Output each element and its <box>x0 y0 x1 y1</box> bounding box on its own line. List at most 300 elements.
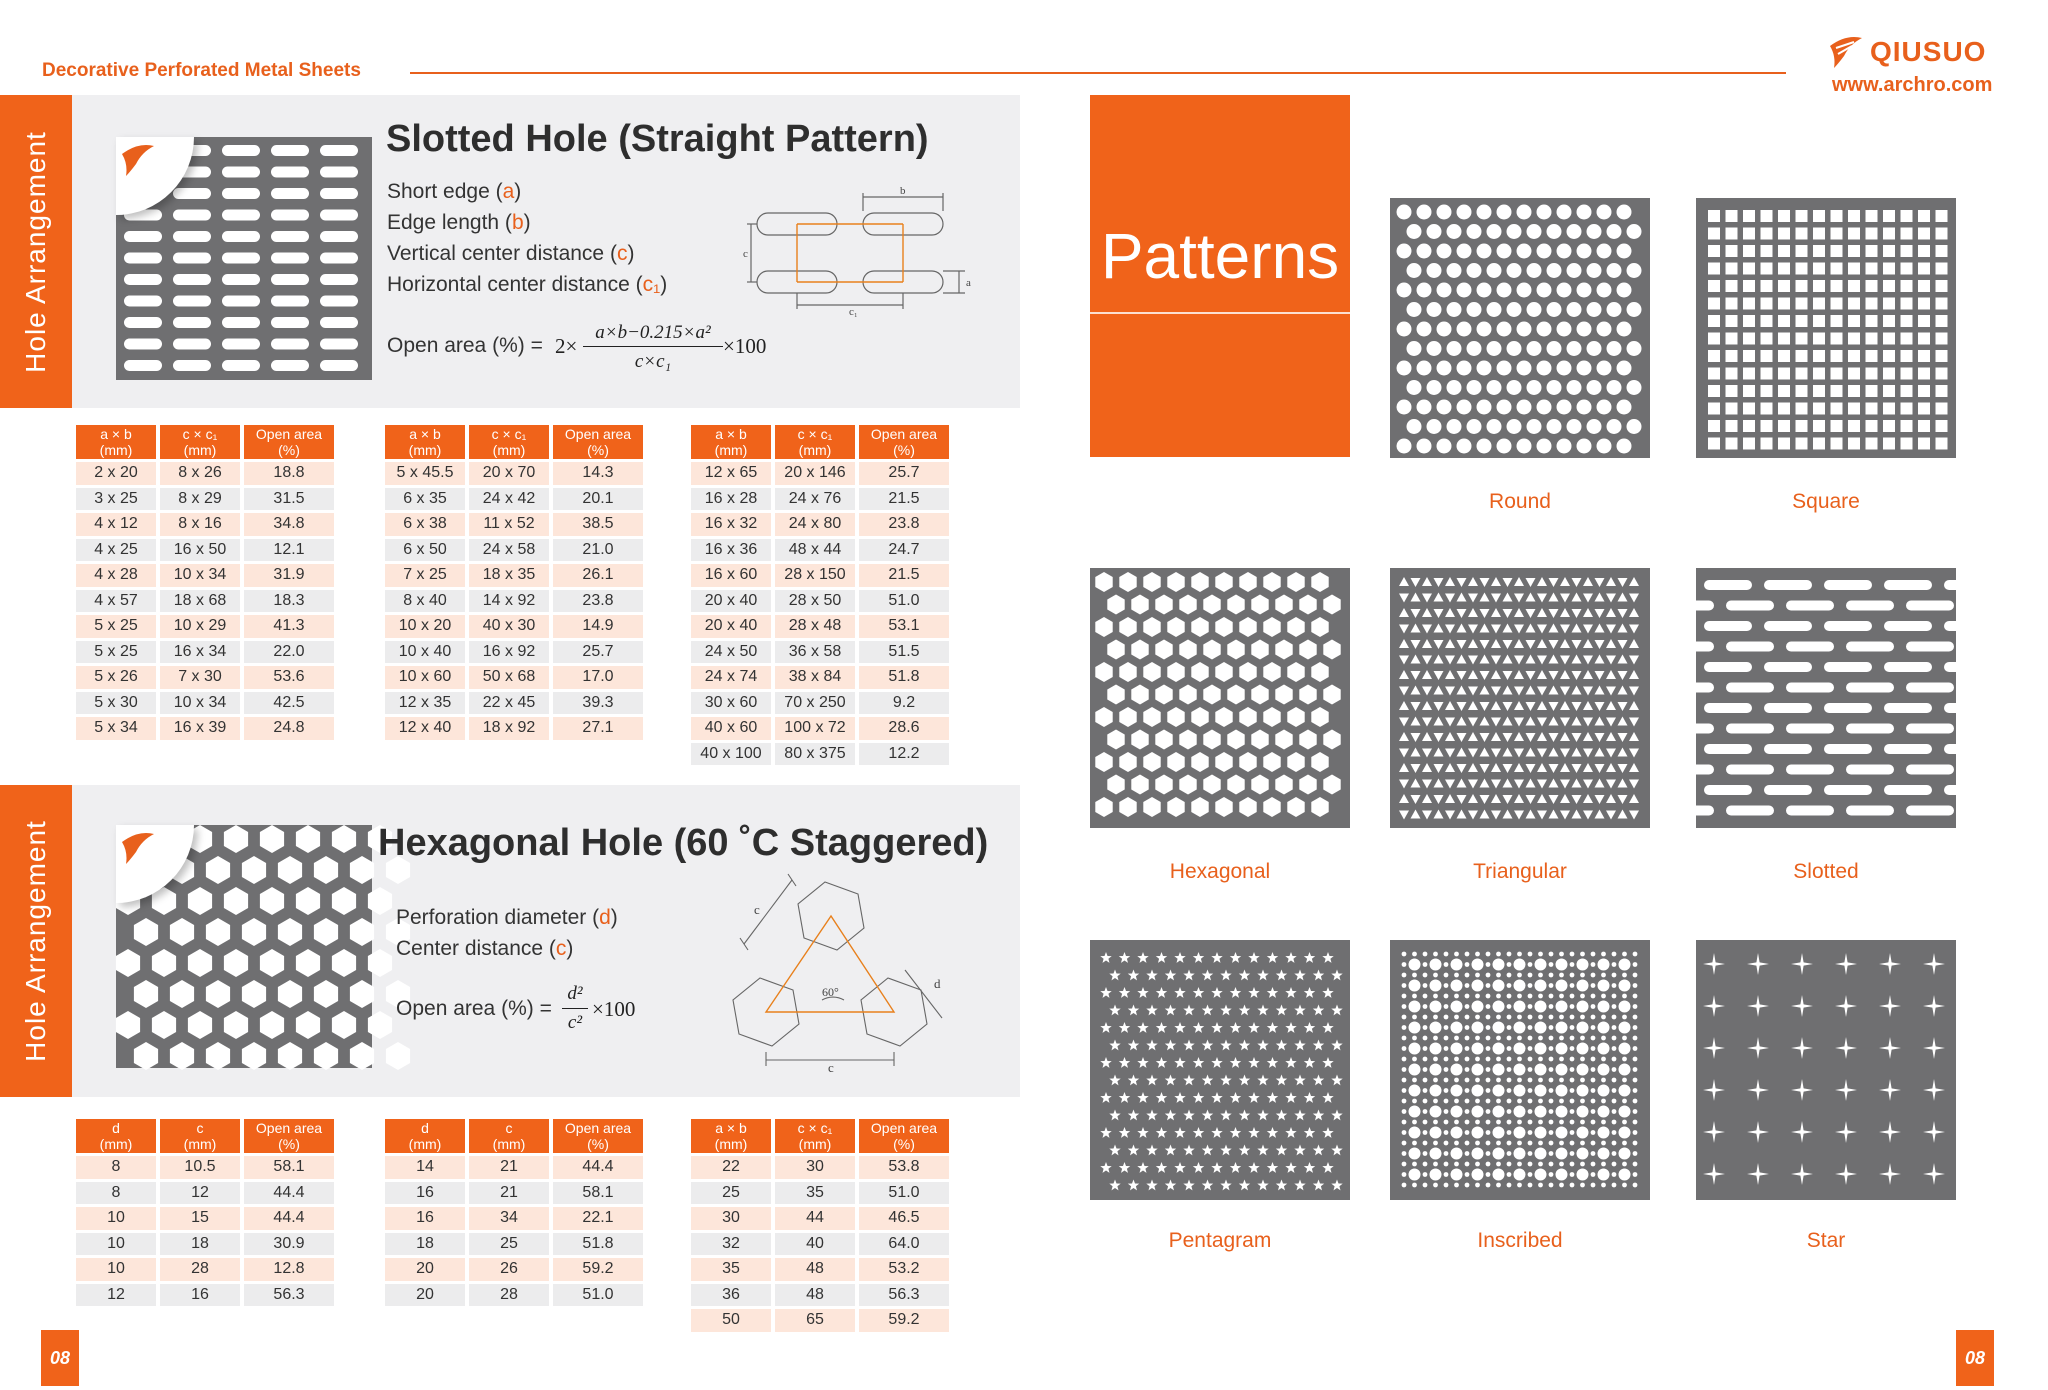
perforation-hole <box>1824 744 1872 754</box>
perforation-hole <box>1434 671 1444 680</box>
perforation-hole <box>1263 662 1280 682</box>
perforation-hole <box>1526 764 1536 773</box>
perforation-hole <box>1918 228 1930 240</box>
perforation-hole <box>1617 400 1632 415</box>
table-cell: 21 <box>469 1156 549 1179</box>
perforation-hole <box>1399 749 1409 758</box>
perforation-hole <box>1918 403 1930 415</box>
perforation-hole <box>1497 361 1512 376</box>
perforation-hole <box>1165 1180 1176 1191</box>
perforation-hole <box>1577 361 1592 376</box>
perforation-hole <box>1267 987 1278 998</box>
perforation-hole <box>1422 656 1432 665</box>
perforation-hole <box>1211 1057 1222 1068</box>
perforation-hole <box>1514 608 1524 617</box>
perforation-hole <box>1726 724 1774 734</box>
perforation-hole <box>1475 1015 1480 1020</box>
table-cell: 36 <box>691 1284 771 1307</box>
table-cell: 14.9 <box>553 615 643 638</box>
perforation-hole <box>1901 228 1913 240</box>
perforation-hole <box>1417 400 1432 415</box>
perforation-hole <box>1445 687 1455 696</box>
table-cell: 15 <box>160 1207 240 1230</box>
perforation-hole <box>1514 811 1524 820</box>
perforation-hole <box>1433 952 1438 957</box>
perforation-hole <box>1514 625 1524 634</box>
perforation-hole <box>1936 315 1948 327</box>
perforation-hole <box>1472 1085 1484 1097</box>
perforation-hole <box>1598 1022 1610 1034</box>
perforation-hole <box>1437 361 1452 376</box>
perforation-hole <box>1434 593 1444 602</box>
perforation-hole <box>1100 1057 1111 1068</box>
perforation-hole <box>1883 333 1895 345</box>
perforation-hole <box>1796 385 1808 397</box>
perforation-hole <box>1583 639 1593 648</box>
perforation-hole <box>1612 1067 1617 1072</box>
perforation-hole <box>1580 1162 1585 1167</box>
table-cell: 48 x 44 <box>775 539 855 562</box>
table-cell: 2 x 20 <box>76 462 156 485</box>
perforation-hole <box>1411 671 1421 680</box>
perforation-hole <box>1451 1106 1463 1118</box>
perforation-hole <box>1275 730 1292 750</box>
perforation-hole <box>1538 1183 1543 1188</box>
perforation-hole <box>1786 765 1834 775</box>
perforation-hole <box>1507 1172 1512 1177</box>
perforation-hole <box>1796 228 1808 240</box>
table-cell: 24 x 42 <box>469 488 549 511</box>
perforation-hole <box>1606 794 1616 803</box>
perforation-hole <box>1831 350 1843 362</box>
table-row <box>76 462 334 485</box>
perforation-hole <box>1239 1075 1250 1086</box>
perforation-hole <box>260 1011 284 1039</box>
perforation-hole <box>173 210 211 221</box>
table-row <box>76 590 334 613</box>
perforation-hole <box>1437 205 1452 220</box>
perforation-hole <box>1263 797 1280 817</box>
table-row <box>385 462 643 485</box>
perforation-hole <box>1567 341 1582 356</box>
table-cell: 16 x 32 <box>691 513 771 536</box>
perforation-hole <box>1174 952 1185 963</box>
perforation-hole <box>1191 572 1208 592</box>
perforation-hole <box>1503 578 1513 587</box>
diagram-label-a: a <box>966 277 971 289</box>
perforation-hole <box>1560 780 1570 789</box>
perforation-hole <box>1557 439 1572 454</box>
perforation-hole <box>1433 1183 1438 1188</box>
perforation-hole <box>1409 959 1421 971</box>
perforation-hole <box>1619 1127 1631 1139</box>
perforation-hole <box>1267 1127 1278 1138</box>
table-cell: 50 x 68 <box>469 666 549 689</box>
perforation-hole <box>260 949 284 977</box>
perforation-hole <box>124 253 162 264</box>
perforation-hole <box>1514 701 1524 710</box>
perforation-hole <box>1627 419 1642 434</box>
perforation-hole <box>1411 578 1421 587</box>
perforation-hole <box>222 167 260 178</box>
perforation-hole <box>1220 1075 1231 1086</box>
table-cell: 22 x 45 <box>469 692 549 715</box>
perforation-hole <box>1411 640 1421 649</box>
document-title: Decorative Perforated Metal Sheets <box>42 60 361 81</box>
perforation-hole <box>1230 987 1241 998</box>
table-cell: 8 x 16 <box>160 513 240 536</box>
perforation-hole <box>1423 952 1428 957</box>
perforation-hole <box>1567 263 1582 278</box>
table-cell: 48 <box>775 1258 855 1281</box>
perforation-hole <box>224 887 248 915</box>
perforation-hole <box>1831 385 1843 397</box>
perforation-hole <box>1465 1141 1470 1146</box>
perforation-hole <box>271 145 309 156</box>
perforation-hole <box>1629 594 1639 603</box>
perforation-hole <box>134 918 158 946</box>
perforation-hole <box>1517 322 1532 337</box>
perforation-hole <box>1831 210 1843 222</box>
perforation-hole <box>1146 1075 1157 1086</box>
perforation-hole <box>1633 973 1638 978</box>
perforation-hole <box>1528 962 1533 967</box>
perforation-hole <box>1618 578 1628 587</box>
perforation-hole <box>1467 224 1482 239</box>
perforation-hole <box>1633 983 1638 988</box>
perforation-hole <box>1813 438 1825 450</box>
perforation-hole <box>1622 1057 1627 1062</box>
table-row <box>385 564 643 587</box>
perforation-hole <box>1629 687 1639 696</box>
side-tab-hole-arrangement-1 <box>0 95 72 408</box>
perforation-hole <box>1239 970 1250 981</box>
perforation-hole <box>1215 797 1232 817</box>
perforation-hole <box>1095 797 1112 817</box>
perforation-hole <box>1528 1004 1533 1009</box>
perforation-hole <box>1528 1046 1533 1051</box>
table-cell: 30 x 60 <box>691 692 771 715</box>
perforation-hole <box>1556 1106 1568 1118</box>
perforation-hole <box>1430 1043 1442 1055</box>
perforation-hole <box>1331 1040 1342 1051</box>
table-cell: 20 x 146 <box>775 462 855 485</box>
perforation-hole <box>1183 1110 1194 1121</box>
perforation-hole <box>1879 1079 1901 1101</box>
perforation-hole <box>1433 1099 1438 1104</box>
hexagonal-dimension-diagram <box>720 870 960 1075</box>
perforation-hole <box>1918 368 1930 380</box>
table-cell: 5 x 25 <box>76 615 156 638</box>
perforation-hole <box>1503 686 1513 695</box>
table-row <box>691 743 949 766</box>
perforation-hole <box>1457 748 1467 757</box>
perforation-hole <box>1193 1057 1204 1068</box>
perforation-hole <box>1423 1025 1428 1030</box>
slotted-formula-denominator: c×c₁ <box>634 351 672 372</box>
perforation-hole <box>1409 1001 1421 1013</box>
perforation-hole <box>1220 1110 1231 1121</box>
perforation-hole <box>1454 952 1459 957</box>
table-cell: 12.8 <box>244 1258 334 1281</box>
table-cell: 7 x 30 <box>160 666 240 689</box>
perforation-hole <box>1528 983 1533 988</box>
table-cell: 44.4 <box>553 1156 643 1179</box>
perforation-hole <box>1918 245 1930 257</box>
perforation-hole <box>1526 593 1536 602</box>
table-cell: 8 x 40 <box>385 590 465 613</box>
perforation-hole <box>1595 624 1605 633</box>
table-cell: 32 <box>691 1233 771 1256</box>
perforation-hole <box>1743 350 1755 362</box>
table-row <box>385 717 643 740</box>
perforation-hole <box>1813 350 1825 362</box>
perforation-hole <box>1423 1036 1428 1041</box>
perforation-hole <box>1146 1145 1157 1156</box>
perforation-hole <box>1399 670 1409 679</box>
perforation-hole <box>1778 280 1790 292</box>
perforation-hole <box>1457 640 1467 649</box>
table-cell: 51.8 <box>553 1233 643 1256</box>
perforation-hole <box>1619 1043 1631 1055</box>
perforation-hole <box>1622 1015 1627 1020</box>
perforation-hole <box>1183 1005 1194 1016</box>
perforation-hole <box>1412 1078 1417 1083</box>
perforation-hole <box>296 887 320 915</box>
perforation-hole <box>1480 810 1490 819</box>
perforation-hole <box>1796 280 1808 292</box>
perforation-hole <box>1591 983 1596 988</box>
perforation-hole <box>1583 608 1593 617</box>
perforation-hole <box>1549 748 1559 757</box>
perforation-hole <box>1796 438 1808 450</box>
pattern-label-square: Square <box>1792 490 1860 513</box>
perforation-hole <box>1761 263 1773 275</box>
perforation-hole <box>1095 707 1112 727</box>
perforation-hole <box>1549 1162 1554 1167</box>
perforation-hole <box>1119 797 1136 817</box>
perforation-hole <box>1517 1036 1522 1041</box>
perforation-hole <box>1726 806 1774 816</box>
perforation-hole <box>1412 973 1417 978</box>
perforation-hole <box>1580 1036 1585 1041</box>
perforation-hole <box>1514 732 1524 741</box>
table-cell: 21.0 <box>553 539 643 562</box>
perforation-hole <box>1423 1067 1428 1072</box>
perforation-hole <box>1491 732 1501 741</box>
perforation-hole <box>1629 670 1639 679</box>
perforation-hole <box>1761 438 1773 450</box>
perforation-hole <box>1491 639 1501 648</box>
perforation-hole <box>1944 662 1992 672</box>
perforation-hole <box>1901 438 1913 450</box>
table-cell: 8 x 29 <box>160 488 240 511</box>
perforation-hole <box>1174 1092 1185 1103</box>
perforation-hole <box>1183 1040 1194 1051</box>
table-cell: 31.9 <box>244 564 334 587</box>
perforation-hole <box>1313 1075 1324 1086</box>
perforation-hole <box>1883 228 1895 240</box>
perforation-hole <box>1901 368 1913 380</box>
perforation-hole <box>1883 315 1895 327</box>
perforation-hole <box>1747 1037 1769 1059</box>
perforation-hole <box>1467 380 1482 395</box>
perforation-hole <box>1480 733 1490 742</box>
perforation-hole <box>1791 995 1813 1017</box>
perforation-hole <box>1618 779 1628 788</box>
perforation-hole <box>1514 1001 1526 1013</box>
perforation-hole <box>1137 1022 1148 1033</box>
perforation-hole <box>1764 662 1812 672</box>
perforation-hole <box>1570 1046 1575 1051</box>
perforation-hole <box>1936 263 1948 275</box>
perforation-hole <box>1583 670 1593 679</box>
perforation-hole <box>278 1042 302 1070</box>
perforation-hole <box>1866 403 1878 415</box>
perforation-hole <box>1411 764 1421 773</box>
perforation-hole <box>1412 1057 1417 1062</box>
perforation-hole <box>1923 1163 1945 1185</box>
perforation-hole <box>1537 718 1547 727</box>
perforation-hole <box>1627 341 1642 356</box>
perforation-hole <box>1527 302 1542 317</box>
perforation-hole <box>1402 983 1407 988</box>
perforation-hole <box>1411 717 1421 726</box>
perforation-hole <box>1155 775 1172 795</box>
perforation-hole <box>1906 806 1954 816</box>
perforation-hole <box>1708 403 1720 415</box>
perforation-hole <box>1411 702 1421 711</box>
table-cell: 23.8 <box>859 513 949 536</box>
perforation-hole <box>1570 994 1575 999</box>
table-row <box>691 641 949 664</box>
perforation-hole <box>1472 1064 1484 1076</box>
perforation-hole <box>1402 1067 1407 1072</box>
perforation-hole <box>1726 333 1738 345</box>
table-cell: 40 x 30 <box>469 615 549 638</box>
perforation-hole <box>1304 1127 1315 1138</box>
perforation-hole <box>1627 224 1642 239</box>
perforation-hole <box>1577 1148 1589 1160</box>
perforation-hole <box>1107 685 1124 705</box>
table-cell: 35 <box>691 1258 771 1281</box>
perforation-hole <box>1156 1162 1167 1173</box>
fraction-bar <box>583 346 723 347</box>
table-cell: 11 x 52 <box>469 513 549 536</box>
perforation-hole <box>1607 263 1622 278</box>
table-row <box>76 615 334 638</box>
perforation-hole <box>1831 245 1843 257</box>
perforation-hole <box>1747 1121 1769 1143</box>
perforation-hole <box>1583 656 1593 665</box>
slotted-param-list <box>387 180 667 304</box>
perforation-hole <box>1535 1085 1547 1097</box>
hexagonal-open-area-label: Open area (%) = <box>396 997 552 1020</box>
hex-formula-numerator: d² <box>567 983 583 1004</box>
perforation-hole <box>1128 1005 1139 1016</box>
perforation-hole <box>1848 385 1860 397</box>
perforation-hole <box>1457 810 1467 819</box>
perforation-hole <box>1304 987 1315 998</box>
perforation-hole <box>1526 717 1536 726</box>
perforation-hole <box>1618 795 1628 804</box>
perforation-hole <box>1457 764 1467 773</box>
perforation-hole <box>1402 1141 1407 1146</box>
perforation-hole <box>260 825 284 853</box>
perforation-hole <box>1528 1109 1533 1114</box>
perforation-hole <box>1577 1169 1589 1181</box>
perforation-hole <box>1580 1057 1585 1062</box>
perforation-hole <box>1514 656 1524 665</box>
pattern-label-inscribed: Inscribed <box>1477 1229 1563 1252</box>
perforation-hole <box>1570 1120 1575 1125</box>
perforation-hole <box>1537 361 1552 376</box>
table-cell: 21.5 <box>859 488 949 511</box>
perforation-hole <box>350 1042 374 1070</box>
table-row <box>385 1284 643 1307</box>
perforation-hole <box>1612 1183 1617 1188</box>
perforation-hole <box>1633 1078 1638 1083</box>
perforation-hole <box>1433 1120 1438 1125</box>
table-cell: 10 x 40 <box>385 641 465 664</box>
perforation-hole <box>1423 994 1428 999</box>
perforation-hole <box>1538 1099 1543 1104</box>
perforation-hole <box>1607 419 1622 434</box>
table-header: c (mm) <box>469 1119 549 1153</box>
perforation-hole <box>1437 283 1452 298</box>
perforation-hole <box>1417 283 1432 298</box>
perforation-hole <box>1486 962 1491 967</box>
perforation-hole <box>1583 732 1593 741</box>
perforation-hole <box>1402 1036 1407 1041</box>
perforation-hole <box>1601 1162 1606 1167</box>
perforation-hole <box>1257 1110 1268 1121</box>
perforation-hole <box>1486 1025 1491 1030</box>
brand-name: QIUSUO <box>1870 36 1987 67</box>
perforation-hole <box>1633 1025 1638 1030</box>
perforation-hole <box>296 1011 320 1039</box>
perforation-hole <box>1294 1180 1305 1191</box>
perforation-hole <box>1514 1043 1526 1055</box>
perforation-hole <box>1146 1040 1157 1051</box>
perforation-hole <box>1537 670 1547 679</box>
perforation-hole <box>1517 1120 1522 1125</box>
table-row <box>691 615 949 638</box>
perforation-hole <box>1493 1001 1505 1013</box>
perforation-hole <box>320 231 358 242</box>
perforation-hole <box>1267 1162 1278 1173</box>
perforation-hole <box>1595 578 1605 587</box>
perforation-hole <box>1514 794 1524 803</box>
perforation-hole <box>1591 1004 1596 1009</box>
perforation-hole <box>1445 625 1455 634</box>
perforation-hole <box>1444 1046 1449 1051</box>
perforation-hole <box>1468 687 1478 696</box>
perforation-hole <box>1257 1005 1268 1016</box>
perforation-hole <box>242 856 266 884</box>
perforation-hole <box>1708 263 1720 275</box>
perforation-hole <box>1606 594 1616 603</box>
perforation-hole <box>1743 210 1755 222</box>
perforation-hole <box>1402 1130 1407 1135</box>
perforation-hole <box>1791 1037 1813 1059</box>
table-cell: 18.8 <box>244 462 334 485</box>
perforation-hole <box>1491 780 1501 789</box>
perforation-hole <box>1119 707 1136 727</box>
perforation-hole <box>1633 1120 1638 1125</box>
perforation-hole <box>1465 1109 1470 1114</box>
perforation-hole <box>1606 718 1616 727</box>
